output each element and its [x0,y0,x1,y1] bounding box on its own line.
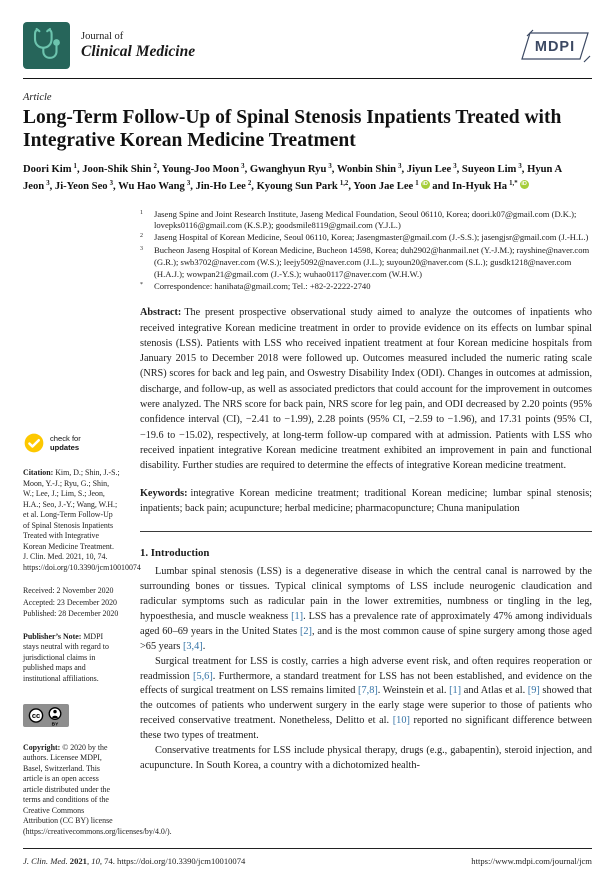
footer-citation-doi[interactable] [23,856,245,866]
footer-divider [23,848,592,849]
author-name: Hyun A Jeon $^3$, [23,164,562,193]
body-text-segment: Surgical treatment for LSS is costly, carries a high adverse event risk, and often requires reoperation or readmission [140,655,592,682]
author-affiliation-superscript: 3 [186,179,191,187]
affiliation-item: $^1$ Jaseng Spine and Joint Research Institute, Jaseng Medical Foundation, Seoul 06110, Korea; doori.k07@gmail.com (D.K.); lovepks0116@gmail.com (K.S.P.); goodsmile8119@gmail.com (Y.J.L.) [140,208,577,231]
introduction-paragraph-1 [140,565,592,655]
author-affiliation-superscript: 1 [73,162,77,170]
author-name: Wonbin Shin $^3$, [336,162,407,176]
body-text-segment: . Furthermore, a standard treatment for LSS has not been established, and evidence on the effects of surgical treatment on LSS remains limited [140,670,592,697]
introduction-paragraph-3 [140,744,592,774]
page-header [23,22,592,79]
body-text-segment[interactable]: [9] [527,685,540,697]
author-affiliation-superscript: 2 [247,179,252,187]
page-footer [23,848,592,866]
section-divider [140,531,592,532]
body-text-segment: . LSS has a prevalence rate of approximately 47% among individuals aged 60–69 years in the United States [140,610,592,637]
publishers-note-text: MDPI stays neutral with regard to jurisdictional claims in published maps and institutional affiliations. [23,631,109,683]
article-type-label: Article [23,92,52,103]
introduction-paragraph-2 [140,655,592,745]
copyright-block [23,742,172,838]
cc-by-text: BY [51,722,59,728]
citation-block [23,468,141,573]
abstract [140,305,592,473]
footer-citation-segment: , 74. https://doi.org/10.3390/jcm10010074 [99,856,246,866]
body-text-segment: reported no significant difference between these two types of treatment. [140,715,592,742]
received-date: Received: 2 November 2020 [23,586,114,596]
abstract-text: The present prospective observational study aimed to analyze the outcomes of inpatients who received integrative Korean medicine treatment in order to provide evidence on its effects on lumbar spinal stenosis (LSS). Patients with LSS who received inpatient treatment at four Korean medicine hospitals from January 2015 to December 2018 were followed up. Outcomes measured included the numeric rating scale (NRS) scores for back and leg pain, and Oswestry Disability Index (ODI). Changes in outcomes at admission, discharge, and follow-up, as well as associated predictors that could account for the improvement in outcomes were analyzed. The NRS score for back pain, NRS score for leg pain, and ODI decreased by 2.20 points (95% confidence interval (CI), −2.41 to −1.99), 2.28 points (95% CI, −2.59 to −1.96), and 17.31 points (95% CI, −19.6 to −15.02), respectively, at long-term follow-up compared with at admission. Patients with LSS who received inpatient integrative Korean medicine treatment exhibited an improvement in pain and functional disability. Further studies are required to determine the effects of integrative Korean medicine treatment. [140,307,592,472]
check-for-updates-badge[interactable] [23,432,120,457]
body-text-segment[interactable]: [1] [449,685,462,697]
journal-logo [23,22,70,69]
check-updates-text-line1: check for [50,434,81,444]
cc-circle-text: cc [31,711,41,721]
copyright-label: Copyright: [23,742,61,752]
body-text-segment: , and is the most common cause of spine surgery among those aged >65 years [140,625,592,652]
author-name: Young-Joo Moon $^3$, [161,162,250,176]
cc-by-license-badge[interactable] [23,704,120,731]
journal-prefix: Journal of [81,30,124,42]
author-name: Suyeon Lim $^3$, [461,162,528,176]
check-updates-text-line2: updates [50,442,80,452]
mdpi-logo-text: MDPI [534,38,576,55]
author-name: Gwanghyun Ryu $^3$, [249,162,337,176]
author-affiliation-superscript: 3 [109,179,113,187]
author-name: Yoon Jae Lee $^1$ iD and [353,179,453,193]
abstract-label: Abstract: [140,307,182,319]
body-text-segment: . [202,640,206,652]
author-affiliation-superscript: 1 [415,179,419,187]
author-affiliation-superscript: 3 [518,162,522,170]
body-text-segment: . Weinstein et al. [377,685,450,697]
keywords [140,486,592,517]
author-affiliation-superscript: 3 [453,162,457,170]
body-text-segment[interactable]: [7,8] [358,685,378,697]
affiliations-list [140,209,592,294]
stethoscope-icon [32,27,62,65]
copyright-text: © 2020 by the authors. Licensee MDPI, Basel, Switzerland. This article is an open access article distributed under the terms and conditions of the Creative Commons Attribution (CC BY) license (https://creativecommons.org/licenses/by/4.0/). [23,742,172,836]
orcid-icon[interactable]: iD [521,180,527,187]
footer-journal-url[interactable]: https://www.mdpi.com/journal/jcm [471,856,592,866]
author-name: Joon-Shik Shin $^2$, [82,162,162,176]
authors-line [23,162,592,196]
orcid-icon[interactable]: iD [422,180,428,187]
mdpi-logo [518,27,592,65]
author-name: Jin-Ho Lee $^2$, [195,179,257,193]
citation-text: Kim, D.; Shin, J.-S.; Moon, Y.-J.; Ryu, G.; Shin, W.; Lee, J.; Lim, S.; Jeon, H.A.; Seo, J.-Y.; Wang, W.H.; et al. Long-Term Follow-Up of Spinal Stenosis Inpatients Treated with Integrative Korean Medicine Treatment. J. Clin. Med. 2021, 10, 74. https://doi.org/10.3390/jcm10010074 [23,468,141,572]
author-name: In-Hyuk Ha $^{1,*}$ iD [452,179,527,193]
publishers-note [23,632,120,685]
published-date: Published: 28 December 2020 [23,609,119,619]
body-text-segment: Conservative treatments for LSS include physical therapy, drugs (e.g., gabapentin), steroid injection, and acupuncture. In South Korea, a country with a dichotomized health- [140,745,592,772]
publishers-note-label: Publisher’s Note: [23,631,82,641]
author-affiliation-superscript: 3 [46,179,50,187]
author-name: Wu Hao Wang $^3$, [118,179,196,193]
footer-citation-segment: J. Clin. Med. [23,856,70,866]
author-name: Jiyun Lee $^3$, [406,162,462,176]
header-divider [23,78,592,79]
body-text-segment[interactable]: [3,4] [182,640,203,652]
affiliation-item: $^3$ Bucheon Jaseng Hospital of Korean Medicine, Bucheon 14598, Korea; duh2902@hanmail.net (Y.-J.M.); rayshine@naver.com (G.R.); swb3702@naver.com (W.S.); leejy5092@naver.com (J.L.); suyoun20@naver.com (S.L.); gusdk1218@naver.com (H.A.J.); wowpan21@gmail.com (J.-Y.S.); wuhao0117@naver.com (W.H.W.) [140,244,590,279]
page-title: Long-Term Follow-Up of Spinal Stenosis Inpatients Treated with Integrative Korean Medicine Treatment [23,107,562,151]
author-name: Doori Kim $^1$, [23,162,83,176]
keywords-text: integrative Korean medicine treatment; traditional Korean medicine; lumbar spinal stenosis; inpatients; back pain; acupuncture; herbal medicine; pharmacopuncture; Chuna manipulation [140,487,592,514]
body-text-segment: showed that the outcomes of patients who underwent surgery in the early stage were superior to those of patients who received conservative treatment. Nonetheless, Delitto et al. [140,685,592,727]
affiliation-item: * Correspondence: hanihata@gmail.com; Tel.: +82-2-2222-2740 [140,280,371,291]
author-affiliation-superscript: 2 [153,162,157,170]
accepted-date: Accepted: 23 December 2020 [23,597,117,607]
body-text-segment[interactable]: [2] [299,625,312,637]
introduction-heading: 1. Introduction [140,547,210,560]
author-affiliation-superscript: 3 [241,162,245,170]
body-text-segment: and Atlas et al. [461,685,528,697]
author-affiliation-superscript: 3 [328,162,332,170]
author-name: Kyoung Sun Park $^{1,2}$, [256,179,354,193]
journal-title [81,31,195,60]
author-name: Ji-Yeon Seo $^3$, [54,179,119,193]
keywords-label: Keywords: [140,487,188,499]
check-for-updates-icon [23,432,45,457]
footer-citation-segment: 10 [91,856,100,866]
affiliation-item: $^2$ Jaseng Hospital of Korean Medicine, Seoul 06110, Korea; Jasengmaster@gmail.com (J.-S.S.); jasengjsr@gmail.com (J.-H.L.) [140,232,589,243]
body-text-segment[interactable]: [5,6] [193,670,213,682]
author-affiliation-superscript: 1,* [509,179,518,187]
footer-citation-segment: 2021 [69,856,87,866]
body-text-segment[interactable]: [10] [392,715,410,727]
journal-name: Clinical Medicine [81,42,196,60]
author-affiliation-superscript: 3 [398,162,402,170]
footer-citation-segment: , [86,856,92,866]
author-affiliation-superscript: 1,2 [339,179,349,187]
citation-label: Citation: [23,468,54,478]
body-text-segment: Lumbar spinal stenosis (LSS) is a degenerative disease in which the central canal is narrowed by the surrounding bones or tissues. Typical clinical symptoms of LSS include neurogenic claudication and radicular symptoms such as radicular pain in the lower extremities, numbness or tingling in the leg, hypoesthesia, and muscle weakness [140,566,592,622]
body-text-segment[interactable]: [1] [291,610,304,622]
history-dates [23,586,120,620]
main-column [120,209,592,775]
